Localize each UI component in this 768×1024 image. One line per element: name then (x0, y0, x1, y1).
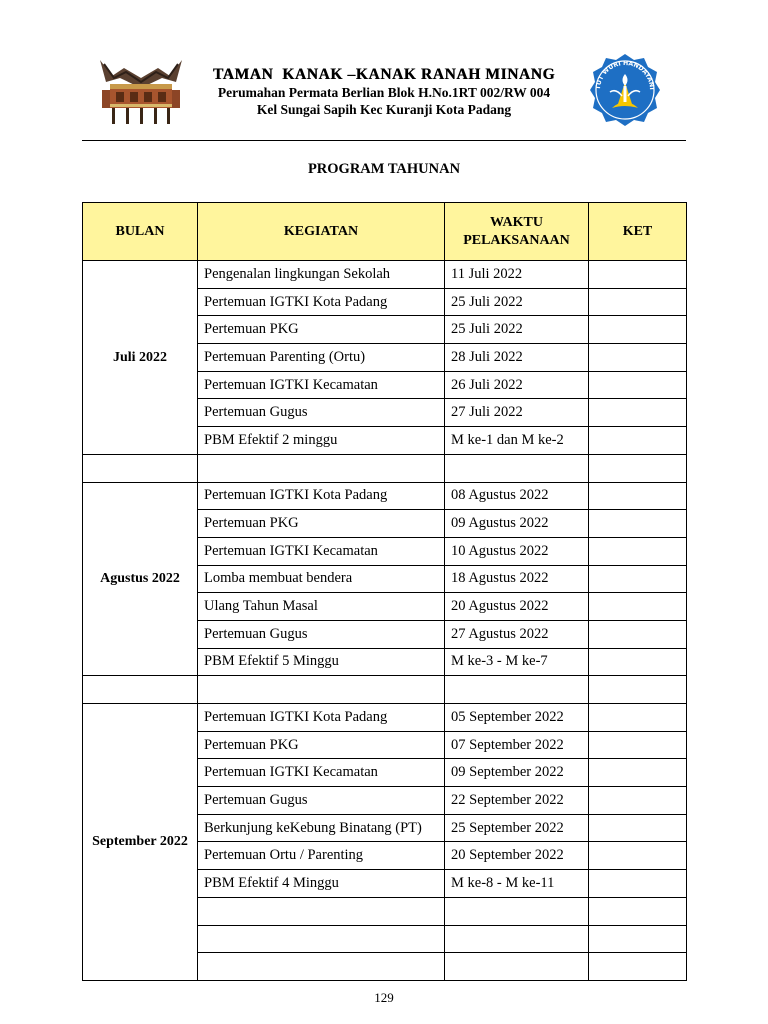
ket-cell (589, 288, 687, 316)
address-line-2: Kel Sungai Sapih Kec Kuranji Kota Padang (256, 102, 512, 117)
rumah-gadang-icon (96, 54, 186, 128)
blank-cell (83, 676, 198, 704)
waktu-cell: 10 Agustus 2022 (445, 537, 589, 565)
table-body (83, 261, 687, 981)
blank-row (83, 454, 687, 482)
bulan-cell: Agustus 2022 (83, 482, 198, 676)
column-header-ket: KET (589, 203, 687, 261)
waktu-cell: 20 Agustus 2022 (445, 593, 589, 621)
ket-cell (589, 731, 687, 759)
waktu-cell: 11 Juli 2022 (445, 261, 589, 289)
kegiatan-cell: Pertemuan IGTKI Kota Padang (198, 704, 445, 732)
organization-block (192, 66, 576, 118)
waktu-cell: 25 Juli 2022 (445, 288, 589, 316)
bulan-cell: Juli 2022 (83, 261, 198, 455)
waktu-cell: 22 September 2022 (445, 787, 589, 815)
kegiatan-cell: Pertemuan IGTKI Kecamatan (198, 371, 445, 399)
kegiatan-cell: Berkunjung keKebung Binatang (PT) (198, 814, 445, 842)
waktu-cell: 05 September 2022 (445, 704, 589, 732)
waktu-cell: 26 Juli 2022 (445, 371, 589, 399)
kegiatan-cell: Pertemuan PKG (198, 510, 445, 538)
kegiatan-cell: Lomba membuat bendera (198, 565, 445, 593)
kegiatan-cell: Pertemuan Gugus (198, 620, 445, 648)
blank-cell (198, 454, 445, 482)
waktu-cell: 25 September 2022 (445, 814, 589, 842)
letterhead (0, 0, 768, 142)
kegiatan-cell: Pertemuan PKG (198, 316, 445, 344)
blank-cell (589, 454, 687, 482)
waktu-cell: 20 September 2022 (445, 842, 589, 870)
ket-cell (589, 842, 687, 870)
kegiatan-cell: Pertemuan Gugus (198, 787, 445, 815)
table-row (83, 482, 687, 510)
ket-cell (589, 814, 687, 842)
table-header-row (83, 203, 687, 261)
blank-cell (445, 676, 589, 704)
table-row (83, 261, 687, 289)
kegiatan-cell: PBM Efektif 4 Minggu (198, 870, 445, 898)
header-divider (82, 140, 686, 141)
ket-cell (589, 593, 687, 621)
kegiatan-cell: Pertemuan Parenting (Ortu) (198, 344, 445, 372)
waktu-cell: 18 Agustus 2022 (445, 565, 589, 593)
waktu-cell: 27 Agustus 2022 (445, 620, 589, 648)
emblem-text: TUT WURI HANDAYANI (594, 59, 656, 90)
waktu-cell: 27 Juli 2022 (445, 399, 589, 427)
ket-cell (589, 787, 687, 815)
bulan-cell: September 2022 (83, 704, 198, 981)
ket-cell (589, 759, 687, 787)
kegiatan-cell: Pertemuan PKG (198, 731, 445, 759)
ket-cell (589, 261, 687, 289)
waktu-cell: 25 Juli 2022 (445, 316, 589, 344)
kegiatan-cell: Pertemuan IGTKI Kecamatan (198, 759, 445, 787)
blank-cell (445, 953, 589, 981)
kegiatan-cell: Pertemuan IGTKI Kota Padang (198, 288, 445, 316)
ket-cell (589, 565, 687, 593)
blank-cell (198, 897, 445, 925)
waktu-cell: M ke-8 - M ke-11 (445, 870, 589, 898)
ket-cell (589, 510, 687, 538)
ket-cell (589, 316, 687, 344)
waktu-cell: M ke-1 dan M ke-2 (445, 427, 589, 455)
kegiatan-cell: Pertemuan Ortu / Parenting (198, 842, 445, 870)
column-header-waktu (445, 203, 589, 261)
blank-cell (589, 925, 687, 953)
ket-cell (589, 482, 687, 510)
waktu-cell: 09 September 2022 (445, 759, 589, 787)
ket-cell (589, 371, 687, 399)
blank-cell (445, 454, 589, 482)
waktu-cell: 28 Juli 2022 (445, 344, 589, 372)
blank-row (83, 676, 687, 704)
ket-cell (589, 344, 687, 372)
school-name: TAMAN KANAK –KANAK RANAH MINANG (212, 66, 556, 83)
kegiatan-cell: Ulang Tahun Masal (198, 593, 445, 621)
waktu-cell: 07 September 2022 (445, 731, 589, 759)
tut-wuri-handayani-emblem-icon (588, 52, 662, 128)
column-header-bulan: BULAN (83, 203, 198, 261)
ket-cell (589, 704, 687, 732)
kegiatan-cell: Pertemuan IGTKI Kota Padang (198, 482, 445, 510)
waktu-cell: 08 Agustus 2022 (445, 482, 589, 510)
kegiatan-cell: PBM Efektif 5 Minggu (198, 648, 445, 676)
blank-cell (589, 897, 687, 925)
blank-cell (83, 454, 198, 482)
table-row (83, 704, 687, 732)
page-number: 129 (374, 990, 394, 1005)
ket-cell (589, 427, 687, 455)
kegiatan-cell: Pertemuan Gugus (198, 399, 445, 427)
waktu-cell: 09 Agustus 2022 (445, 510, 589, 538)
column-header-waktu-label: WAKTU PELAKSANAAN (463, 214, 570, 248)
annual-program-table (82, 202, 687, 981)
kegiatan-cell: PBM Efektif 2 minggu (198, 427, 445, 455)
ket-cell (589, 870, 687, 898)
address-line-1: Perumahan Permata Berlian Blok H.No.1RT 002/RW 004 (217, 85, 551, 100)
blank-cell (198, 953, 445, 981)
ket-cell (589, 648, 687, 676)
ket-cell (589, 620, 687, 648)
ket-cell (589, 399, 687, 427)
waktu-cell: M ke-3 - M ke-7 (445, 648, 589, 676)
blank-cell (445, 925, 589, 953)
kegiatan-cell: Pertemuan IGTKI Kecamatan (198, 537, 445, 565)
document-title: PROGRAM TAHUNAN (307, 161, 461, 177)
kegiatan-cell: Pengenalan lingkungan Sekolah (198, 261, 445, 289)
column-header-kegiatan: KEGIATAN (198, 203, 445, 261)
ket-cell (589, 537, 687, 565)
blank-cell (589, 953, 687, 981)
blank-cell (589, 676, 687, 704)
blank-cell (198, 925, 445, 953)
blank-cell (445, 897, 589, 925)
blank-cell (198, 676, 445, 704)
